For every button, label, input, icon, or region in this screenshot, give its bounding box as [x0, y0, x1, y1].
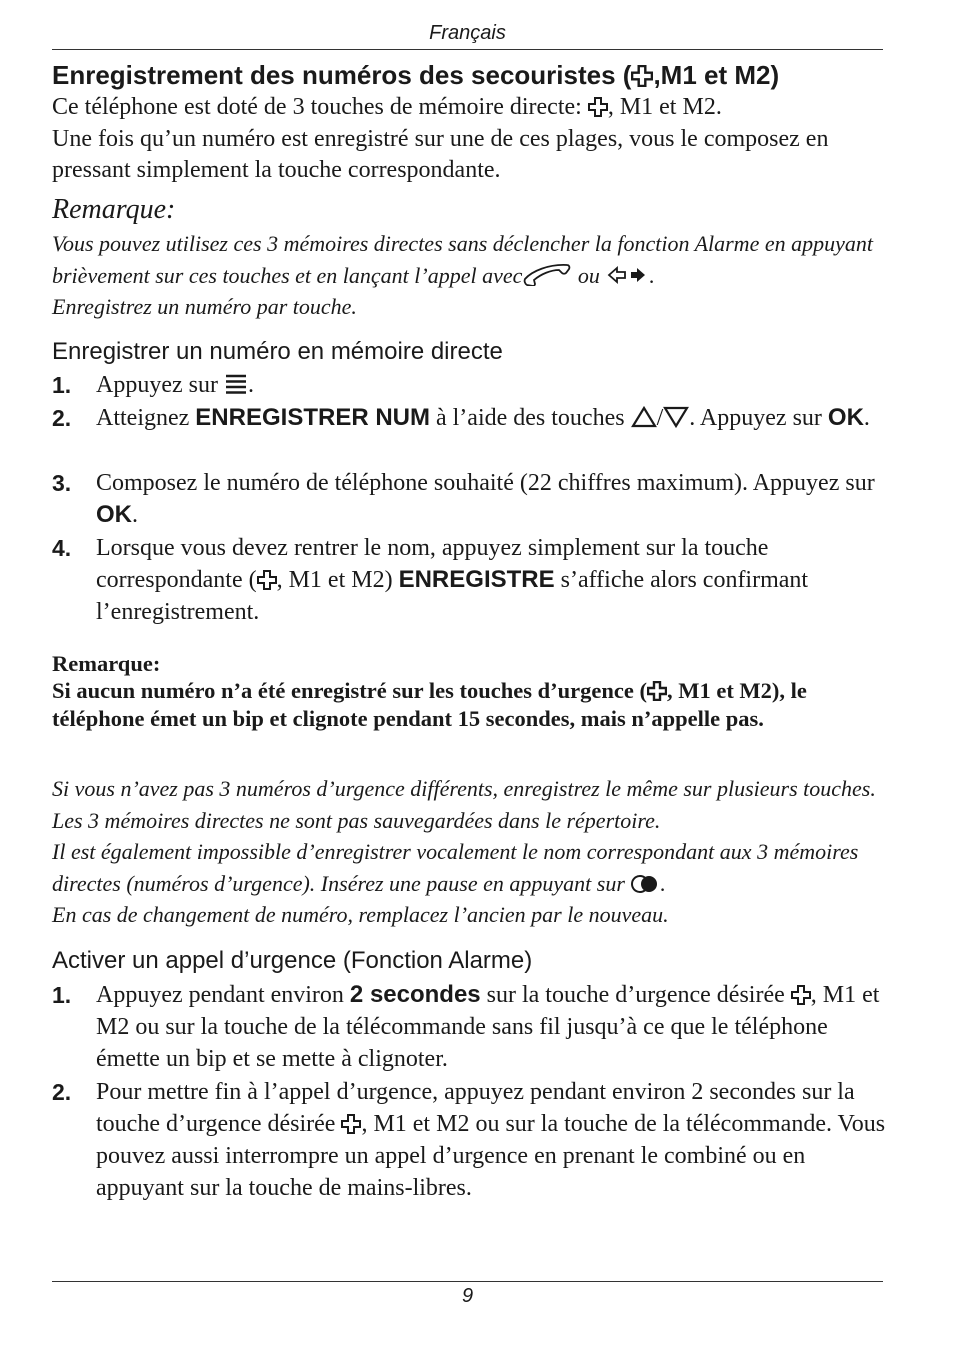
step-text: Atteignez ENREGISTRER NUM à l’aide des touches / . Appuyez sur OK. [96, 404, 870, 431]
cross-icon [631, 65, 653, 87]
header-rule [52, 49, 883, 50]
cross-icon [791, 985, 811, 1005]
step-text: Appuyez sur . [96, 372, 254, 398]
intercom-icon [605, 264, 649, 286]
section-heading-alarm: Activer un appel d’urgence (Fonction Alarme) [52, 947, 533, 974]
step-number: 1. [52, 372, 72, 398]
remark-label-bold: Remarque: [52, 651, 161, 676]
up-arrow-icon [631, 406, 657, 428]
remark-label: Remarque: [52, 194, 176, 225]
section-heading-store: Enregistrer un numéro en mémoire directe [52, 338, 503, 365]
step-number: 4. [52, 535, 72, 561]
down-arrow-icon [663, 406, 689, 428]
page-header-language: Français [429, 22, 506, 44]
step-number: 2. [52, 405, 72, 431]
step-number: 3. [52, 470, 72, 496]
intro-paragraph: Ce téléphone est doté de 3 touches de mémoire directe: , M1 et M2. Une fois qu’un numéro est enregistré sur une de ces plages, vous le composez en pressant simplement la touche correspondante. [52, 94, 829, 183]
menu-icon [224, 373, 248, 395]
page-number: 9 [461, 1285, 474, 1307]
cross-icon [647, 681, 667, 701]
cross-icon [257, 570, 277, 590]
notes-paragraph: Si vous n’avez pas 3 numéros d’urgence différents, enregistrez le même sur plusieurs touches. Les 3 mémoires directes ne sont pas sauvegardées dans le répertoire. Il est également impossible d’enregistrer vocalement le nom correspondant aux 3 mémoires directes (numéros d’urgence). Insérez une pause en appuyant sur . En cas de changement de numéro, remplacez l’ancien par le nouveau. [52, 776, 876, 927]
remark-bold-text: Si aucun numéro n’a été enregistré sur les touches d’urgence ( , M1 et M2), le téléphone émet un bip et clignote pendant 15 secondes, mais n’appelle pas. [52, 678, 807, 731]
step-text: Pour mettre fin à l’appel d’urgence, appuyez pendant environ 2 secondes sur la touche d’urgence désirée , M1 et M2 ou sur la touche de la télécommande. Vous pouvez aussi interrompre un appel d’urgence en prenant le combiné ou en appuyant sur la touche de mains-libres. [96, 1079, 886, 1201]
cross-icon [341, 1114, 361, 1134]
cross-icon [588, 97, 608, 117]
step-text: Composez le numéro de téléphone souhaité (22 chiffres maximum). Appuyez sur OK. [96, 470, 875, 528]
step-text: Lorsque vous devez rentrer le nom, appuyez simplement sur la touche correspondante ( , M1 et M2) ENREGISTRE s’affiche alors confirmant l’enregistrement. [96, 535, 809, 625]
step-number: 2. [52, 1079, 72, 1105]
footer-rule [52, 1281, 883, 1282]
step-number: 1. [52, 982, 72, 1008]
step-text: Appuyez pendant environ 2 secondes sur la touche d’urgence désirée , M1 et M2 ou sur la touche de la télécommande sans fil jusqu’à ce que le téléphone émette un bip et se mette à clignoter. [96, 981, 880, 1072]
page-title: Enregistrement des numéros des secouristes ( ,M1 et M2) [52, 60, 780, 90]
phone-handset-icon [522, 262, 572, 286]
pause-icon [630, 874, 660, 894]
remark-text: Vous pouvez utilisez ces 3 mémoires directes sans déclencher la fonction Alarme en appuyant brièvement sur ces touches et en lançant l’appel avec ou . Enregistrez un numéro par touche. [52, 231, 873, 319]
